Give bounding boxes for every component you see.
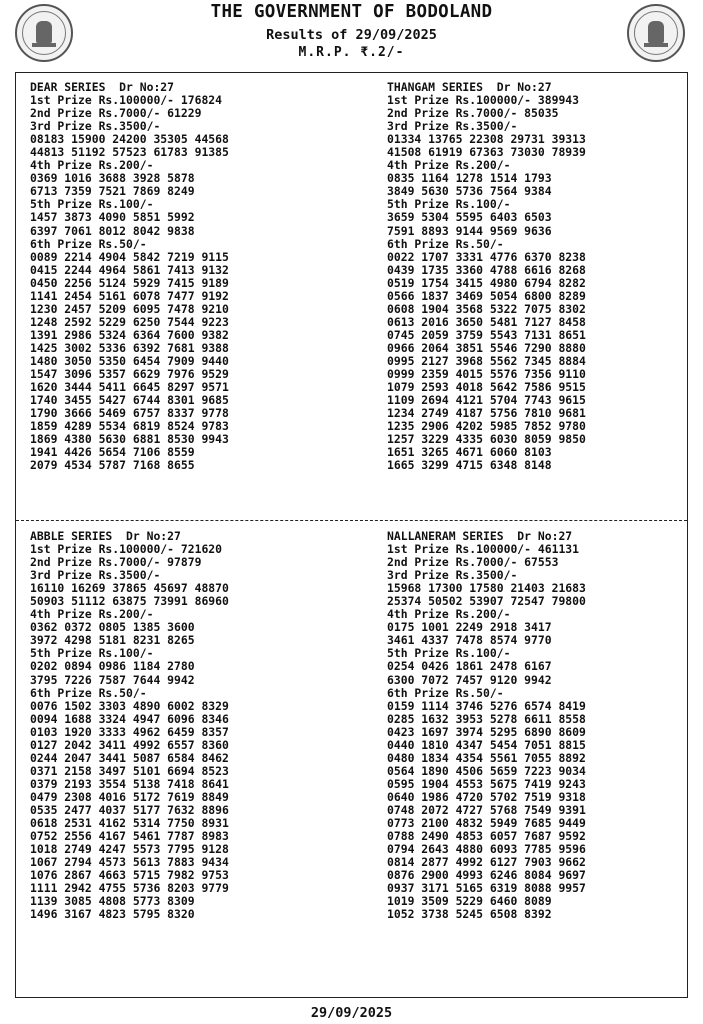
ticket-numbers-row: 0937 3171 5165 6319 8088 9957: [387, 881, 586, 896]
ticket-numbers-row: 15968 17300 17580 21403 21683: [387, 581, 586, 596]
ticket-numbers-row: 0369 1016 3688 3928 5878: [30, 171, 195, 186]
ticket-numbers-row: 01334 13765 22308 29731 39313: [387, 132, 586, 147]
ticket-numbers-row: 1457 3873 4090 5851 5992: [30, 210, 195, 225]
prize-line: 3rd Prize Rs.3500/-: [30, 568, 161, 583]
ticket-numbers-row: 6300 7072 7457 9120 9942: [387, 672, 552, 687]
prize-line: 5th Prize Rs.100/-: [30, 646, 154, 661]
ticket-numbers-row: 0966 2064 3851 5546 7290 8880: [387, 340, 586, 355]
prize-line: 3rd Prize Rs.3500/-: [30, 119, 161, 134]
prize-line: 6th Prize Rs.50/-: [387, 236, 504, 251]
prize-line: 1st Prize Rs.100000/- 176824: [30, 93, 223, 108]
prize-line: 3rd Prize Rs.3500/-: [387, 119, 518, 134]
prize-line: 1st Prize Rs.100000/- 721620: [30, 542, 223, 557]
prize-line: 5th Prize Rs.100/-: [30, 197, 154, 212]
ticket-numbers-row: 0595 1904 4553 5675 7419 9243: [387, 776, 586, 791]
ticket-numbers-row: 41508 61919 67363 73030 78939: [387, 145, 586, 160]
ticket-numbers-row: 0608 1904 3568 5322 7075 8302: [387, 301, 586, 316]
ticket-numbers-row: 0423 1697 3974 5295 6890 8609: [387, 724, 586, 739]
ticket-numbers-row: 0618 2531 4162 5314 7750 8931: [30, 816, 229, 831]
ticket-numbers-row: 0876 2900 4993 6246 8084 9697: [387, 868, 586, 883]
ticket-numbers-row: 0159 1114 3746 5276 6574 8419: [387, 698, 586, 713]
ticket-numbers-row: 3849 5630 5736 7564 9384: [387, 184, 552, 199]
ticket-numbers-row: 1248 2592 5229 6250 7544 9223: [30, 314, 229, 329]
ticket-numbers-row: 1665 3299 4715 6348 8148: [387, 458, 552, 473]
ticket-numbers-row: 44813 51192 57523 61783 91385: [30, 145, 229, 160]
ticket-numbers-row: 0479 2308 4016 5172 7619 8849: [30, 789, 229, 804]
prize-line: 2nd Prize Rs.7000/- 85035: [387, 106, 559, 121]
mrp-price: M.R.P. ₹.2/-: [298, 45, 405, 60]
prize-line: 6th Prize Rs.50/-: [30, 685, 147, 700]
ticket-numbers-row: 1235 2906 4202 5985 7852 9780: [387, 419, 586, 434]
ticket-numbers-row: 0773 2100 4832 5949 7685 9449: [387, 816, 586, 831]
ticket-numbers-row: 0202 0894 0986 1184 2780: [30, 659, 195, 674]
result-header: [0, 0, 703, 72]
ticket-numbers-row: 1230 2457 5209 6095 7478 9210: [30, 301, 229, 316]
ticket-numbers-row: 3795 7226 7587 7644 9942: [30, 672, 195, 687]
ticket-numbers-row: 6713 7359 7521 7869 8249: [30, 184, 195, 199]
ticket-numbers-row: 1257 3229 4335 6030 8059 9850: [387, 432, 586, 447]
thangam-series-block: [387, 81, 586, 472]
ticket-numbers-row: 0613 2016 3650 5481 7127 8458: [387, 314, 586, 329]
prize-line: 4th Prize Rs.200/-: [30, 158, 154, 173]
prize-line: 2nd Prize Rs.7000/- 61229: [30, 106, 202, 121]
ticket-numbers-row: 1547 3096 5357 6629 7976 9529: [30, 367, 229, 382]
ticket-numbers-row: 0564 1890 4506 5659 7223 9034: [387, 763, 586, 778]
prize-line: 5th Prize Rs.100/-: [387, 646, 511, 661]
ticket-numbers-row: 0254 0426 1861 2478 6167: [387, 659, 552, 674]
results-date: Results of 29/09/2025: [266, 27, 437, 43]
dear-series-block: [30, 81, 229, 472]
ticket-numbers-row: 0127 2042 3411 4992 6557 8360: [30, 737, 229, 752]
ticket-numbers-row: 0094 1688 3324 4947 6096 8346: [30, 711, 229, 726]
prize-line: 2nd Prize Rs.7000/- 67553: [387, 555, 559, 570]
ticket-numbers-row: 0450 2256 5124 5929 7415 9189: [30, 275, 229, 290]
ticket-numbers-row: 0814 2877 4992 6127 7903 9662: [387, 855, 586, 870]
ticket-numbers-row: 0076 1502 3303 4890 6002 8329: [30, 698, 229, 713]
ticket-numbers-row: 0519 1754 3415 4980 6794 8282: [387, 275, 586, 290]
ticket-numbers-row: 1480 3050 5350 6454 7909 9440: [30, 353, 229, 368]
ticket-numbers-row: 1790 3666 5469 6757 8337 9778: [30, 406, 229, 421]
ticket-numbers-row: 08183 15900 24200 35305 44568: [30, 132, 229, 147]
ticket-numbers-row: 1079 2593 4018 5642 7586 9515: [387, 380, 586, 395]
ticket-numbers-row: 3659 5304 5595 6403 6503: [387, 210, 552, 225]
prize-line: 4th Prize Rs.200/-: [30, 607, 154, 622]
ticket-numbers-row: 0788 2490 4853 6057 7687 9592: [387, 829, 586, 844]
ticket-numbers-row: 0175 1001 2249 2918 3417: [387, 620, 552, 635]
ticket-numbers-row: 0439 1735 3360 4788 6616 8268: [387, 262, 586, 277]
ticket-numbers-row: 0640 1986 4720 5702 7519 9318: [387, 789, 586, 804]
ticket-numbers-row: 1620 3444 5411 6645 8297 9571: [30, 380, 229, 395]
ticket-numbers-row: 0535 2477 4037 5177 7632 8896: [30, 802, 229, 817]
ticket-numbers-row: 1941 4426 5654 7106 8559: [30, 445, 195, 460]
ticket-numbers-row: 1067 2794 4573 5613 7883 9434: [30, 855, 229, 870]
ticket-numbers-row: 1109 2694 4121 5704 7743 9615: [387, 393, 586, 408]
ticket-numbers-row: 1391 2986 5324 6364 7600 9382: [30, 327, 229, 342]
ticket-numbers-row: 1139 3085 4808 5773 8309: [30, 894, 195, 909]
ticket-numbers-row: 3972 4298 5181 8231 8265: [30, 633, 195, 648]
ticket-numbers-row: 50903 51112 63875 73991 86960: [30, 594, 229, 609]
series-heading: DEAR SERIES Dr No:27: [30, 80, 175, 94]
section-divider: [16, 520, 687, 521]
ticket-numbers-row: 1234 2749 4187 5756 7810 9681: [387, 406, 586, 421]
ticket-numbers-row: 1076 2867 4663 5715 7982 9753: [30, 868, 229, 883]
ticket-numbers-row: 16110 16269 37865 45697 48870: [30, 581, 229, 596]
ticket-numbers-row: 1869 4380 5630 6881 8530 9943: [30, 432, 229, 447]
ticket-numbers-row: 0835 1164 1278 1514 1793: [387, 171, 552, 186]
ticket-numbers-row: 1111 2942 4755 5736 8203 9779: [30, 881, 229, 896]
prize-line: 6th Prize Rs.50/-: [387, 685, 504, 700]
prize-line: 1st Prize Rs.100000/- 389943: [387, 93, 580, 108]
prize-line: 3rd Prize Rs.3500/-: [387, 568, 518, 583]
prize-line: 2nd Prize Rs.7000/- 97879: [30, 555, 202, 570]
ticket-numbers-row: 0089 2214 4904 5842 7219 9115: [30, 249, 229, 264]
prize-line: 5th Prize Rs.100/-: [387, 197, 511, 212]
ticket-numbers-row: 1052 3738 5245 6508 8392: [387, 907, 552, 922]
ticket-numbers-row: 0415 2244 4964 5861 7413 9132: [30, 262, 229, 277]
ticket-numbers-row: 0103 1920 3333 4962 6459 8357: [30, 724, 229, 739]
prize-line: 6th Prize Rs.50/-: [30, 236, 147, 251]
ticket-numbers-row: 0022 1707 3331 4776 6370 8238: [387, 249, 586, 264]
government-seal-icon: [627, 4, 685, 62]
ticket-numbers-row: 1019 3509 5229 6460 8089: [387, 894, 552, 909]
ticket-numbers-row: 2079 4534 5787 7168 8655: [30, 458, 195, 473]
series-heading: NALLANERAM SERIES Dr No:27: [387, 529, 573, 543]
prize-line: 4th Prize Rs.200/-: [387, 158, 511, 173]
ticket-numbers-row: 0440 1810 4347 5454 7051 8815: [387, 737, 586, 752]
ticket-numbers-row: 0748 2072 4727 5768 7549 9391: [387, 802, 586, 817]
ticket-numbers-row: 0752 2556 4167 5461 7787 8983: [30, 829, 229, 844]
ticket-numbers-row: 6397 7061 8012 8042 9838: [30, 223, 195, 238]
footer-date: 29/09/2025: [310, 1005, 393, 1021]
ticket-numbers-row: 1018 2749 4247 5573 7795 9128: [30, 842, 229, 857]
ticket-numbers-row: 1740 3455 5427 6744 8301 9685: [30, 393, 229, 408]
ticket-numbers-row: 0566 1837 3469 5054 6800 8289: [387, 288, 586, 303]
ticket-numbers-row: 1859 4289 5534 6819 8524 9783: [30, 419, 229, 434]
ticket-numbers-row: 25374 50502 53907 72547 79800: [387, 594, 586, 609]
series-heading: THANGAM SERIES Dr No:27: [387, 80, 552, 94]
ticket-numbers-row: 0379 2193 3554 5138 7418 8641: [30, 776, 229, 791]
ticket-numbers-row: 0794 2643 4880 6093 7785 9596: [387, 842, 586, 857]
ticket-numbers-row: 3461 4337 7478 8574 9770: [387, 633, 552, 648]
ticket-numbers-row: 0999 2359 4015 5576 7356 9110: [387, 367, 586, 382]
page-title: THE GOVERNMENT OF BODOLAND: [210, 2, 493, 22]
ticket-numbers-row: 0244 2047 3441 5087 6584 8462: [30, 750, 229, 765]
ticket-numbers-row: 1496 3167 4823 5795 8320: [30, 907, 195, 922]
ticket-numbers-row: 0371 2158 3497 5101 6694 8523: [30, 763, 229, 778]
ticket-numbers-row: 0285 1632 3953 5278 6611 8558: [387, 711, 586, 726]
ticket-numbers-row: 1425 3002 5336 6392 7681 9388: [30, 340, 229, 355]
prize-line: 4th Prize Rs.200/-: [387, 607, 511, 622]
ticket-numbers-row: 1651 3265 4671 6060 8103: [387, 445, 552, 460]
ticket-numbers-row: 0362 0372 0805 1385 3600: [30, 620, 195, 635]
abble-series-block: [30, 530, 229, 921]
series-heading: ABBLE SERIES Dr No:27: [30, 529, 181, 543]
prize-line: 1st Prize Rs.100000/- 461131: [387, 542, 580, 557]
ticket-numbers-row: 0480 1834 4354 5561 7055 8892: [387, 750, 586, 765]
ticket-numbers-row: 0745 2059 3759 5543 7131 8651: [387, 327, 586, 342]
ticket-numbers-row: 1141 2454 5161 6078 7477 9192: [30, 288, 229, 303]
nallaneram-series-block: [387, 530, 586, 921]
ticket-numbers-row: 7591 8893 9144 9569 9636: [387, 223, 552, 238]
ticket-numbers-row: 0995 2127 3968 5562 7345 8884: [387, 353, 586, 368]
